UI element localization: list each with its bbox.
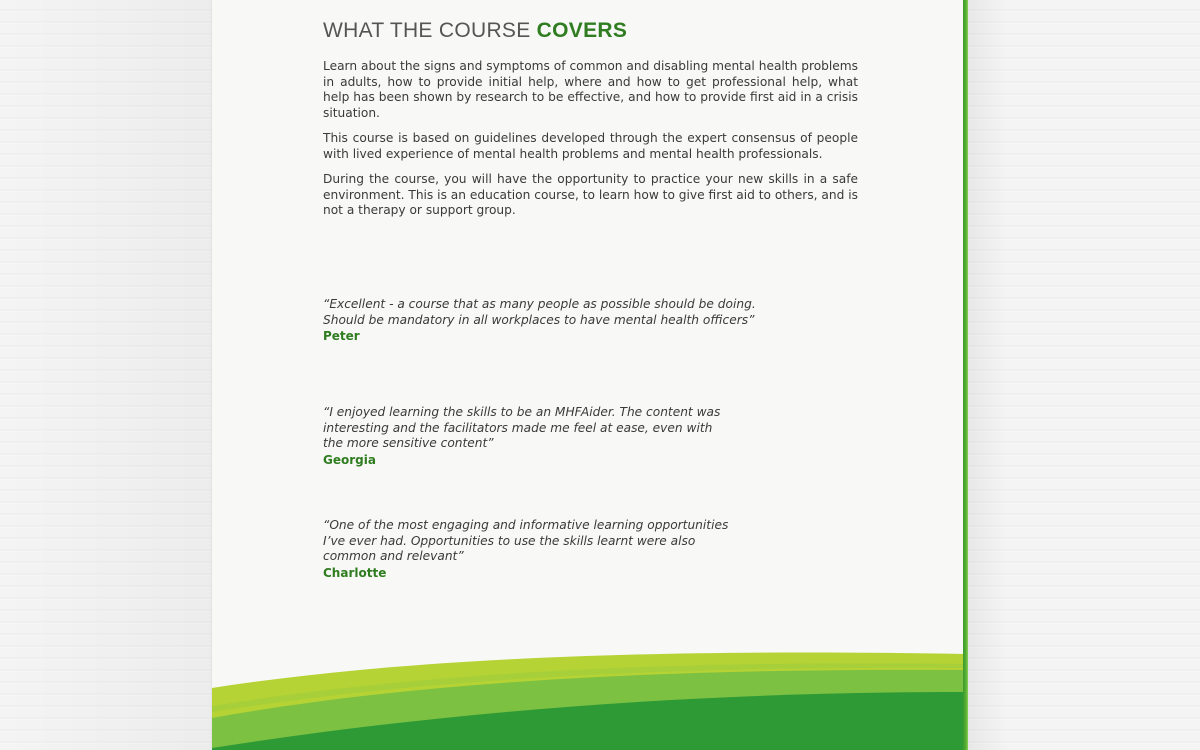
testimonial-author: Peter [323,329,360,344]
backdrop-right [968,0,1200,750]
heading-emphasis-text: COVERS [536,19,628,42]
quote-line: interesting and the facilitators made me feel at ease, even with [323,420,713,435]
description-paragraph: This course is based on guidelines developed through the expert consensus of people with lived experience of mental health problems and mental health professionals. [323,131,858,161]
description-paragraph: Learn about the signs and symptoms of common and disabling mental health problems in adults, how to provide initial help, where and how to get professional help, what help has been shown by research to be effective, and how to provide first aid in a crisis situation. [323,59,858,120]
quote-line: Should be mandatory in all workplaces to have mental health officers” [323,312,755,327]
section-heading [323,18,858,44]
quote-line: I’ve ever had. Opportunities to use the skills learnt were also [323,533,696,548]
testimonial-quote [323,405,783,452]
testimonial-quote [323,297,783,328]
testimonial [323,297,783,343]
testimonial-author: Charlotte [323,565,387,580]
testimonial-quote [323,518,783,565]
quote-line: common and relevant” [323,549,464,564]
booklet-back-cover [212,0,965,750]
green-wave-graphic [212,640,965,750]
course-description [323,18,858,219]
testimonial [323,518,783,580]
booklet-spine-edge [963,0,968,750]
testimonial [323,405,783,467]
description-paragraph: During the course, you will have the opportunity to practice your new skills in a safe environment. This is an education course, to learn how to give first aid to others, and is not a therapy or support group. [323,172,858,217]
testimonial-author: Georgia [323,452,376,467]
quote-line: “I enjoyed learning the skills to be an MHFAider. The content was [323,405,721,419]
heading-plain-text: WHAT THE COURSE [323,19,537,42]
quote-line: the more sensitive content” [323,436,494,451]
quote-line: “Excellent - a course that as many people as possible should be doing. [323,297,756,311]
backdrop-left [0,0,212,750]
quote-line: “One of the most engaging and informative learning opportunities [323,518,729,532]
